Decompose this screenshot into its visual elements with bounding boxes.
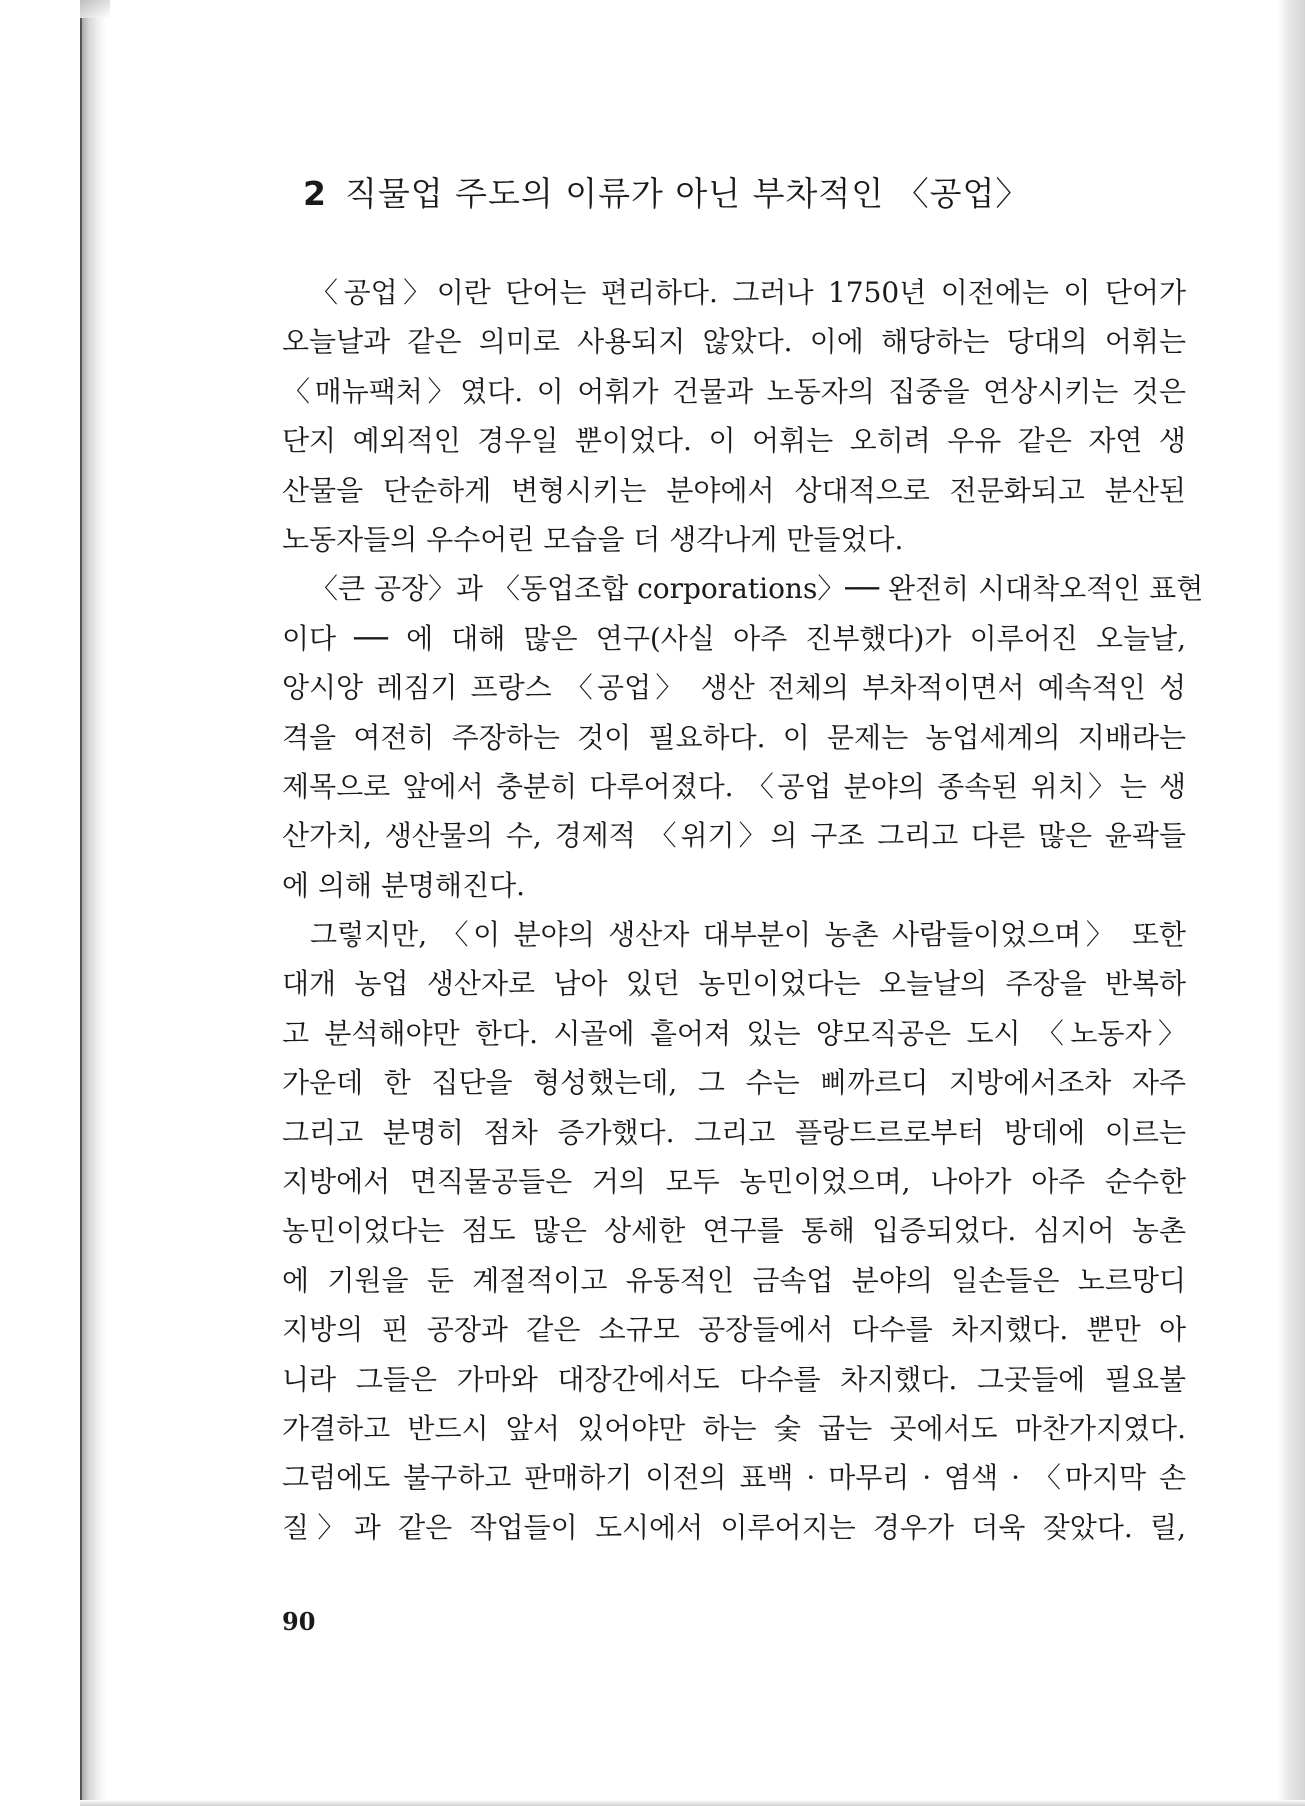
text-line: 이다 ── 에 대해 많은 연구(사실 아주 진부했다)가 이루어진 오늘날, [282, 621, 1186, 655]
text-line: 오늘날과 같은 의미로 사용되지 않았다. 이에 해당하는 당대의 어휘는 [282, 325, 1186, 359]
book-spine-shadow [80, 0, 106, 1806]
text-line: 그럼에도 불구하고 판매하기 이전의 표백 · 마무리 · 염색 · 〈마지막 손 [282, 1461, 1186, 1495]
text-line: 고 분석해야만 한다. 시골에 흩어져 있는 양모직공은 도시 〈노동자〉 [282, 1016, 1186, 1050]
text-line: 〈큰 공장〉과 〈동업조합 corporations〉── 완전히 시대착오적인 표현 [310, 572, 1204, 606]
page-bottom-edge [80, 1800, 1305, 1806]
text-line: 에 의해 분명해진다. [282, 868, 526, 902]
text-line: 앙시앙 레짐기 프랑스 〈공업〉 생산 전체의 부차적이면서 예속적인 성 [282, 671, 1186, 705]
text-line: 산가치, 생산물의 수, 경제적 〈위기〉의 구조 그리고 다른 많은 윤곽들 [282, 819, 1186, 853]
text-line: 가결하고 반드시 앞서 있어야만 하는 숯 굽는 곳에서도 마찬가지였다. [282, 1411, 1186, 1445]
text-line: 가운데 한 집단을 형성했는데, 그 수는 삐까르디 지방에서조차 자주 [282, 1066, 1186, 1100]
text-line: 산물을 단순하게 변형시키는 분야에서 상대적으로 전문화되고 분산된 [282, 473, 1186, 507]
section-title: 직물업 주도의 이류가 아닌 부차적인 〈공업〉 [344, 174, 1030, 213]
book-corner [80, 0, 110, 18]
section-heading [303, 168, 1029, 215]
text-line: 대개 농업 생산자로 남아 있던 농민이었다는 오늘날의 주장을 반복하 [282, 967, 1186, 1001]
text-line: 〈공업〉이란 단어는 편리하다. 그러나 1750년 이전에는 이 단어가 [310, 276, 1186, 309]
text-line: 격을 여전히 주장하는 것이 필요하다. 이 문제는 농업세계의 지배라는 [282, 720, 1186, 754]
text-line: 노동자들의 우수어린 모습을 더 생각나게 만들었다. [282, 522, 904, 556]
text-line: 〈매뉴팩처〉였다. 이 어휘가 건물과 노동자의 집중을 연상시키는 것은 [282, 374, 1186, 408]
text-line: 그리고 분명히 점차 증가했다. 그리고 플랑드르로부터 방데에 이르는 [282, 1115, 1186, 1149]
text-line: 지방의 핀 공장과 같은 소규모 공장들에서 다수를 차지했다. 뿐만 아 [282, 1313, 1186, 1347]
book-spine-edge [80, 0, 82, 1806]
body-text [282, 268, 1204, 1552]
page-number: 90 [282, 1607, 316, 1636]
text-line: 그렇지만, 〈이 분야의 생산자 대부분이 농촌 사람들이었으며〉 또한 [310, 918, 1186, 952]
text-line: 제목으로 앞에서 충분히 다루어졌다. 〈공업 분야의 종속된 위치〉는 생 [282, 769, 1186, 803]
section-number: 2 [303, 174, 327, 213]
text-line: 질〉과 같은 작업들이 도시에서 이루어지는 경우가 더욱 잦았다. 릴, [282, 1510, 1186, 1544]
text-line: 니라 그들은 가마와 대장간에서도 다수를 차지했다. 그곳들에 필요불 [282, 1362, 1186, 1396]
text-line: 에 기원을 둔 계절적이고 유동적인 금속업 분야의 일손들은 노르망디 [282, 1263, 1186, 1297]
text-line: 지방에서 면직물공들은 거의 모두 농민이었으며, 나아가 아주 순수한 [282, 1165, 1186, 1199]
page-right-edge [1277, 0, 1305, 1806]
text-line: 농민이었다는 점도 많은 상세한 연구를 통해 입증되었다. 심지어 농촌 [282, 1214, 1186, 1248]
text-line: 단지 예외적인 경우일 뿐이었다. 이 어휘는 오히려 우유 같은 자연 생 [282, 424, 1186, 458]
